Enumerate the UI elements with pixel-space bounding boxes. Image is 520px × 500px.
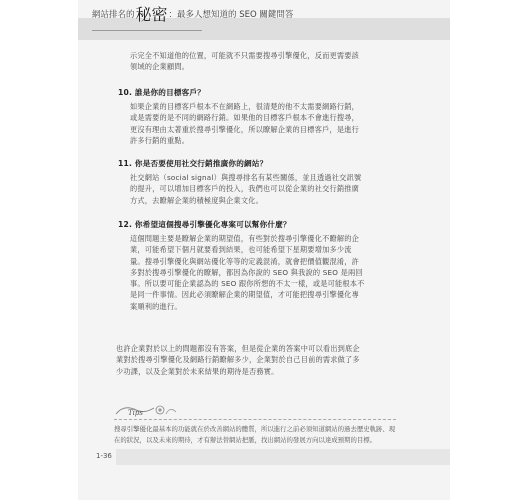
footer-band (116, 449, 450, 465)
tips-box (114, 419, 396, 445)
tips-icon (114, 402, 178, 420)
question-12-title: 12. 你希望這個搜尋引擎優化專案可以幫你什麼？ (118, 220, 291, 229)
question-11-body: 社交網站（social signal）與搜尋排名有某些關係，並且透過社交訊號的提升，可以增加目標客戶的投入，我們也可以從企業的社交行銷推廣方式，去瞭解企業的積極度與企業文化。 (130, 173, 362, 205)
conclusion-paragraph: 也許企業對於以上的問題都沒有答案，但是從企業的答案中可以看出到底企業對於搜尋引擎優化及網路行銷瞭解多少，企業對於自己目前的需求做了多少功課，以及企業對於未來結果的期待是否務實。 (116, 344, 360, 376)
running-header (92, 5, 430, 24)
question-12-body: 這個問題主要是瞭解企業的期望值，有些對於搜尋引擎優化不瞭解的企業，可能希望下個月就要看到結果，也可能希望下星期要增加多少流量。搜尋引擎優化與網站優化等等的定義混淆，就會把價值觀混淆，許多對於搜尋引擎優化的瞭解，都因為你說的 SEO 與我說的 SEO 是兩回事。所以要可能企業認為的 SEO 跟你所想的不太一樣，或是可能根本不是同一件事情。因此必須瞭解企業的期望值，才可能把搜尋引擎優化專案順利的進行。 (130, 234, 365, 311)
header-title-pre: 網站排名的 (92, 10, 135, 20)
tips-text: 搜尋引擎優化最基本的功能就在於改善網站的體質，所以進行之前必須知道網站的過去歷史軌跡、現在的狀況，以及未來的期待，才有辦法替網站把脈，找出網站的發展方向以達成預期的目標。 (114, 425, 396, 444)
header-title-emphasis: 秘密 (135, 5, 168, 24)
question-11-title: 11. 你是否要使用社交行銷推廣你的網站？ (118, 159, 268, 168)
intro-paragraph: 示完全不知道他的位置，可能就不只需要搜尋引擎優化，反而更需要該領域的企業顧問。 (130, 51, 360, 72)
question-10-title: 10. 誰是你的目標客戶？ (118, 88, 206, 97)
header-underline (92, 30, 202, 31)
header-title-post: ：最多人想知道的 SEO 關鍵問答 (168, 10, 294, 20)
tips-label: Tips (128, 409, 143, 417)
page-number: 1-36 (96, 452, 112, 460)
question-10-body: 如果企業的目標客戶根本不在網路上，很清楚的他不太需要網路行銷，或是需要的是不同的網路行銷。如果他的目標客戶根本不會進行搜尋，更沒有理由太著重於搜尋引擎優化，所以瞭解企業的目標客戶，是進行許多行銷的重點。 (130, 102, 360, 145)
left-margin (0, 0, 78, 500)
